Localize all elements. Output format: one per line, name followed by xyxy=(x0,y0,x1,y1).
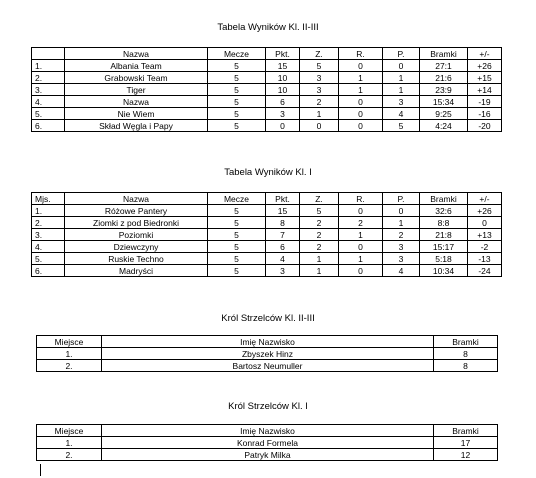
table-cell: 15:17 xyxy=(420,241,468,253)
table-cell: 21:6 xyxy=(420,72,468,84)
table-cell: 3 xyxy=(300,72,339,84)
table-cell: Albania Team xyxy=(65,60,208,72)
table-cell: Grabowski Team xyxy=(65,72,208,84)
header-cell: Mecze xyxy=(208,193,266,205)
table-cell: 4. xyxy=(32,241,65,253)
table-row xyxy=(37,449,498,461)
table-cell: 5 xyxy=(208,72,266,84)
table-cell: 23:9 xyxy=(420,84,468,96)
table-cell: 2. xyxy=(32,72,65,84)
table-cell: Tiger xyxy=(65,84,208,96)
table-cell: Dziewczyny xyxy=(65,241,208,253)
table-row xyxy=(37,437,498,449)
table-cell: -20 xyxy=(468,120,502,132)
table-cell: 15:34 xyxy=(420,96,468,108)
table-row xyxy=(32,217,502,229)
header-cell: +/- xyxy=(468,48,502,60)
table-row xyxy=(37,348,498,360)
table-cell: 0 xyxy=(339,265,383,277)
table-header-row xyxy=(37,336,498,348)
table-cell: 1 xyxy=(383,217,420,229)
table-header-row xyxy=(32,193,502,205)
table-cell: 5 xyxy=(300,60,339,72)
table-cell: 5 xyxy=(208,108,266,120)
table-cell: 3 xyxy=(266,265,300,277)
table-cell: 0 xyxy=(300,120,339,132)
table-row xyxy=(32,229,502,241)
table-cell: 0 xyxy=(383,205,420,217)
header-cell: Imię Nazwisko xyxy=(102,425,434,437)
table-cell: 5 xyxy=(383,120,420,132)
header-cell: +/- xyxy=(468,193,502,205)
table-cell: 3 xyxy=(383,96,420,108)
table-cell: 6. xyxy=(32,265,65,277)
table-cell: 3 xyxy=(383,253,420,265)
table-cell: +26 xyxy=(468,60,502,72)
table-title-kl-ii-iii: Tabela Wyników Kl. II-III xyxy=(217,22,319,33)
table-cell: -13 xyxy=(468,253,502,265)
table-cell: 2 xyxy=(339,217,383,229)
table-row xyxy=(32,265,502,277)
table-cell: 1 xyxy=(339,84,383,96)
table-cell: 12 xyxy=(434,449,498,461)
table-cell: +15 xyxy=(468,72,502,84)
table-row xyxy=(32,205,502,217)
header-cell: Z. xyxy=(300,48,339,60)
table-cell: 4 xyxy=(383,108,420,120)
table-cell: 1 xyxy=(339,229,383,241)
table-row xyxy=(32,253,502,265)
table-cell: 4:24 xyxy=(420,120,468,132)
table-row xyxy=(32,96,502,108)
table-cell: 0 xyxy=(339,60,383,72)
table-cell: 3 xyxy=(266,108,300,120)
table-row xyxy=(32,72,502,84)
header-cell: Z. xyxy=(300,193,339,205)
top-scorers-table-kl-ii-iii xyxy=(36,335,498,372)
table-cell: 0 xyxy=(383,60,420,72)
header-cell: R. xyxy=(339,193,383,205)
table-cell: 6 xyxy=(266,241,300,253)
table-cell: 1 xyxy=(300,265,339,277)
results-table-kl-i xyxy=(31,192,502,277)
table-cell: 8 xyxy=(266,217,300,229)
table-cell: 1 xyxy=(300,108,339,120)
table-cell: Patryk Milka xyxy=(102,449,434,461)
table-cell: 5:18 xyxy=(420,253,468,265)
table-row xyxy=(32,84,502,96)
header-cell: Mjs. xyxy=(32,193,65,205)
header-cell: Pkt. xyxy=(266,48,300,60)
table-cell: 7 xyxy=(266,229,300,241)
table-cell: 5 xyxy=(208,120,266,132)
header-cell: Bramki xyxy=(434,425,498,437)
table-cell: 4 xyxy=(266,253,300,265)
table-cell: -19 xyxy=(468,96,502,108)
header-cell: Mecze xyxy=(208,48,266,60)
table-cell: 3. xyxy=(32,84,65,96)
table-cell: 2. xyxy=(37,360,102,372)
scorers-title-kl-ii-iii: Król Strzelców Kl. II-III xyxy=(221,313,315,324)
table-cell: 5 xyxy=(208,229,266,241)
table-cell: 8 xyxy=(434,360,498,372)
header-cell: Miejsce xyxy=(37,336,102,348)
table-cell: 8 xyxy=(434,348,498,360)
table-cell: 2 xyxy=(300,217,339,229)
header-cell: Miejsce xyxy=(37,425,102,437)
header-cell: Bramki xyxy=(420,193,468,205)
table-cell: 8:8 xyxy=(420,217,468,229)
table-cell: Nie Wiem xyxy=(65,108,208,120)
table-cell: 5 xyxy=(208,60,266,72)
table-cell: 1 xyxy=(300,253,339,265)
table-cell: 2. xyxy=(37,449,102,461)
table-cell: Ziomki z pod Biedronki xyxy=(65,217,208,229)
table-cell: 2 xyxy=(300,241,339,253)
table-cell: 3 xyxy=(383,241,420,253)
table-header-row xyxy=(37,425,498,437)
table-cell: 15 xyxy=(266,60,300,72)
table-cell: 3 xyxy=(300,84,339,96)
table-row xyxy=(32,108,502,120)
table-cell: 0 xyxy=(468,217,502,229)
table-cell: -24 xyxy=(468,265,502,277)
table-cell: +26 xyxy=(468,205,502,217)
table-cell: 1. xyxy=(37,437,102,449)
table-cell: 27:1 xyxy=(420,60,468,72)
table-cell: +13 xyxy=(468,229,502,241)
table-cell: 4. xyxy=(32,96,65,108)
header-cell: P. xyxy=(383,48,420,60)
table-cell: 1. xyxy=(37,348,102,360)
table-cell: 1. xyxy=(32,205,65,217)
header-cell: Imię Nazwisko xyxy=(102,336,434,348)
table-cell: 1. xyxy=(32,60,65,72)
table-cell: 21:8 xyxy=(420,229,468,241)
table-cell: 3. xyxy=(32,229,65,241)
table-cell: -2 xyxy=(468,241,502,253)
table-cell: 0 xyxy=(266,120,300,132)
table-cell: 5. xyxy=(32,253,65,265)
table-cell: 1 xyxy=(383,84,420,96)
table-cell: Zbyszek Hinz xyxy=(102,348,434,360)
table-row xyxy=(37,360,498,372)
table-cell: 5 xyxy=(208,217,266,229)
table-cell: 10:34 xyxy=(420,265,468,277)
table-cell: 15 xyxy=(266,205,300,217)
table-cell: 1 xyxy=(383,72,420,84)
header-cell: R. xyxy=(339,48,383,60)
table-cell: 5 xyxy=(300,205,339,217)
table-cell: Skład Węgla i Papy xyxy=(65,120,208,132)
table-cell: 2 xyxy=(300,96,339,108)
table-cell: 0 xyxy=(339,96,383,108)
table-title-kl-i: Tabela Wyników Kl. I xyxy=(224,167,312,178)
header-cell: Bramki xyxy=(420,48,468,60)
table-cell: -16 xyxy=(468,108,502,120)
table-header-row xyxy=(32,48,502,60)
table-cell: 5 xyxy=(208,253,266,265)
table-cell: 0 xyxy=(339,108,383,120)
table-cell: 5 xyxy=(208,241,266,253)
table-cell: 5 xyxy=(208,96,266,108)
table-cell: 5 xyxy=(208,84,266,96)
table-cell: 32:6 xyxy=(420,205,468,217)
text-cursor xyxy=(40,464,41,476)
table-cell: +14 xyxy=(468,84,502,96)
table-cell: 17 xyxy=(434,437,498,449)
top-scorers-table-kl-i xyxy=(36,424,498,461)
table-cell: 5 xyxy=(208,265,266,277)
table-cell: 2 xyxy=(383,229,420,241)
table-cell: 1 xyxy=(339,253,383,265)
table-cell: 0 xyxy=(339,205,383,217)
header-cell: Pkt. xyxy=(266,193,300,205)
table-cell: 0 xyxy=(339,120,383,132)
table-cell: 10 xyxy=(266,72,300,84)
table-cell: Konrad Formela xyxy=(102,437,434,449)
table-cell: 5 xyxy=(208,205,266,217)
header-cell: P. xyxy=(383,193,420,205)
header-cell: Nazwa xyxy=(65,48,208,60)
header-cell xyxy=(32,48,65,60)
results-table-kl-ii-iii xyxy=(31,47,502,132)
table-row xyxy=(32,120,502,132)
table-cell: Bartosz Neumuller xyxy=(102,360,434,372)
table-cell: 4 xyxy=(383,265,420,277)
table-cell: Różowe Pantery xyxy=(65,205,208,217)
table-cell: 6. xyxy=(32,120,65,132)
table-cell: 6 xyxy=(266,96,300,108)
table-cell: 1 xyxy=(339,72,383,84)
table-cell: Madryści xyxy=(65,265,208,277)
table-row xyxy=(32,60,502,72)
table-cell: 9:25 xyxy=(420,108,468,120)
table-cell: Ruskie Techno xyxy=(65,253,208,265)
table-cell: Nazwa xyxy=(65,96,208,108)
table-cell: Poziomki xyxy=(65,229,208,241)
header-cell: Bramki xyxy=(434,336,498,348)
table-cell: 0 xyxy=(339,241,383,253)
table-cell: 2. xyxy=(32,217,65,229)
table-row xyxy=(32,241,502,253)
scorers-title-kl-i: Król Strzelców Kl. I xyxy=(228,401,308,412)
table-cell: 10 xyxy=(266,84,300,96)
table-cell: 5. xyxy=(32,108,65,120)
header-cell: Nazwa xyxy=(65,193,208,205)
table-cell: 2 xyxy=(300,229,339,241)
